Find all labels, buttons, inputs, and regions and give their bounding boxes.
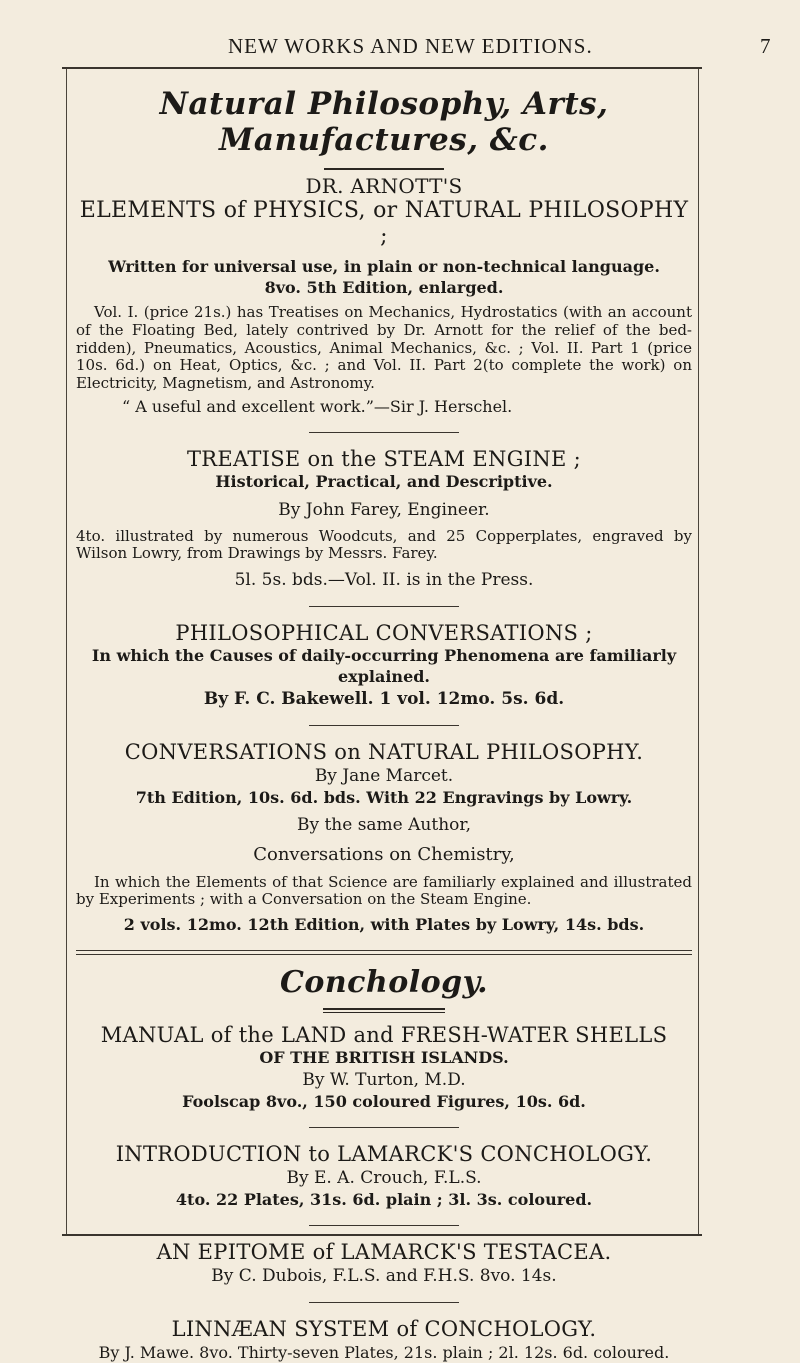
listing-arnott-elements (76, 174, 692, 418)
book-price: 4to. 22 Plates, 31s. 6d. plain ; 3l. 3s. coloured. (175, 1189, 593, 1209)
book-price: 5l. 5s. bds.—Vol. II. is in the Press. (234, 569, 534, 590)
author-line: DR. ARNOTT'S (305, 174, 463, 198)
book-description: 4to. illustrated by numerous Woodcuts, and 25 Copperplates, engraved by Wilson Lowry, from Drawings by Messrs. Farey. (76, 526, 692, 563)
book-author: By F. C. Bakewell. 1 vol. 12mo. 5s. 6d. (203, 688, 565, 709)
book-subtitle: Written for universal use, in plain or non-technical language. (108, 256, 660, 276)
heading-rule (324, 168, 444, 170)
book-price: Foolscap 8vo., 150 coloured Figures, 10s. 6d. (182, 1091, 586, 1111)
running-head (0, 34, 800, 58)
page-number: 7 (760, 34, 771, 58)
book-quote: “ A useful and excellent work.”—Sir J. Herschel. (122, 396, 513, 416)
book-price: 2 vols. 12mo. 12th Edition, with Plates by Lowry, 14s. bds. (123, 915, 645, 935)
frame-right-rule (698, 69, 699, 1234)
divider-rule (309, 606, 459, 607)
book-subtitle: In which the Causes of daily-occurring Phenomena are familiarly explained. (91, 646, 677, 686)
book-title: LINNÆAN SYSTEM of CONCHOLOGY. (171, 1316, 597, 1341)
book-description: In which the Elements of that Science are familiarly explained and illustrated by Experiments ; with a Conversation on the Steam Engine. (76, 872, 692, 909)
book-author: By Jane Marcet. (314, 765, 454, 786)
second-book-title: Conversations on Chemistry, (253, 844, 515, 866)
section-divider (76, 950, 692, 955)
section-heading-conchology: Conchology. (279, 964, 489, 1000)
divider-rule (309, 725, 459, 726)
book-title: CONVERSATIONS on NATURAL PHILOSOPHY. (124, 739, 644, 764)
book-title: TREATISE on the STEAM ENGINE ; (186, 446, 582, 471)
running-title: NEW WORKS AND NEW EDITIONS. (228, 34, 593, 58)
listing-crouch-lamarck (76, 1142, 692, 1211)
book-edition: 7th Edition, 10s. 6d. bds. With 22 Engravings by Lowry. (135, 787, 633, 807)
listing-turton-manual (76, 1023, 692, 1113)
page-content (76, 80, 692, 1363)
book-subtitle: Historical, Practical, and Descriptive. (215, 471, 553, 491)
book-description: Vol. I. (price 21s.) has Treatises on Mechanics, Hydrostatics (with an account of the Floating Bed, lately contrived by Dr. Arnott for the relief of the bed-ridden), Pneumatics, Acoustics, Animal Mechanics, &c. ; Vol. II. Part 1 (price 10s. 6d.) on Heat, Optics, &c. ; and Vol. II. Part 2(to complete the work) on Electricity, Magnetism, and Astronomy. (76, 303, 692, 393)
book-title: INTRODUCTION to LAMARCK'S CONCHOLOGY. (115, 1141, 653, 1166)
book-title: MANUAL of the LAND and FRESH-WATER SHELLS (100, 1022, 668, 1047)
section-heading-natural-philosophy: Natural Philosophy, Arts, Manufactures, &c. (159, 86, 609, 158)
frame-left-rule (66, 69, 67, 1234)
book-author: By C. Dubois, F.L.S. and F.H.S. 8vo. 14s. (211, 1265, 557, 1286)
listing-mawe-linnaean (76, 1317, 692, 1363)
divider-rule (309, 1225, 459, 1226)
heading-ornament (323, 1008, 445, 1013)
listing-farey-steam-engine (76, 447, 692, 592)
divider-rule (309, 1127, 459, 1128)
book-author: By W. Turton, M.D. (302, 1069, 466, 1090)
listing-bakewell-conversations (76, 621, 692, 711)
divider-rule (309, 432, 459, 433)
book-author: By John Farey, Engineer. (278, 499, 490, 520)
book-subtitle: OF THE BRITISH ISLANDS. (259, 1048, 509, 1068)
book-author: By J. Mawe. 8vo. Thirty-seven Plates, 21s. plain ; 2l. 12s. 6d. coloured. (98, 1342, 670, 1362)
same-author-note: By the same Author, (296, 815, 472, 836)
book-author: By E. A. Crouch, F.L.S. (286, 1167, 482, 1188)
book-title: AN EPITOME of LAMARCK'S TESTACEA. (156, 1239, 612, 1264)
frame-top-rule (62, 67, 702, 69)
book-edition: 8vo. 5th Edition, enlarged. (264, 277, 504, 297)
divider-rule (309, 1302, 459, 1303)
book-title: ELEMENTS of PHYSICS, or NATURAL PHILOSOPHY ; (79, 198, 689, 250)
listing-marcet-conversations (76, 740, 692, 936)
listing-dubois-epitome (76, 1240, 692, 1288)
book-title: PHILOSOPHICAL CONVERSATIONS ; (175, 620, 593, 645)
